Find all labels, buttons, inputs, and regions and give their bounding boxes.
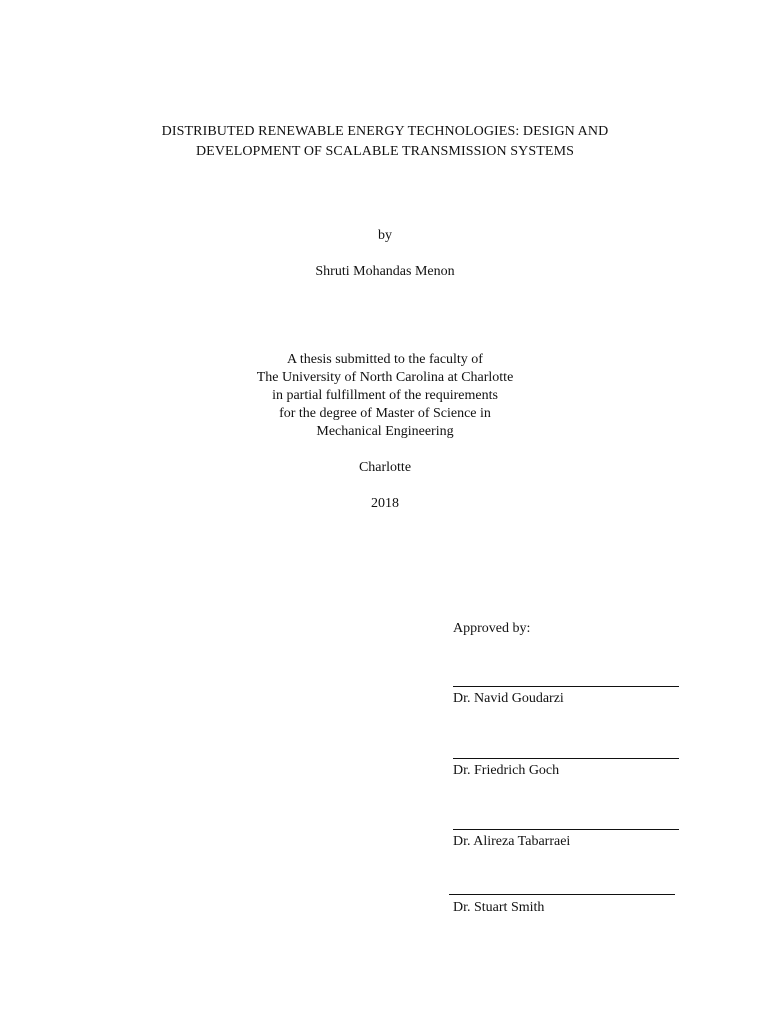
thesis-title-line-2: DEVELOPMENT OF SCALABLE TRANSMISSION SYSTEMS: [195, 144, 575, 159]
statement-line-3: in partial fulfillment of the requirements: [272, 388, 498, 403]
statement-line-1: A thesis submitted to the faculty of: [287, 352, 483, 367]
signature-line: [453, 829, 679, 830]
committee-member-name: Dr. Stuart Smith: [453, 900, 545, 915]
committee-member-name: Dr. Navid Goudarzi: [453, 691, 564, 706]
statement-line-2: The University of North Carolina at Charlotte: [256, 370, 514, 385]
year: 2018: [371, 496, 399, 511]
committee-member-name: Dr. Alireza Tabarraei: [453, 834, 571, 849]
statement-line-4: for the degree of Master of Science in: [279, 406, 491, 421]
signature-line: [449, 894, 675, 895]
thesis-title-line-1: DISTRIBUTED RENEWABLE ENERGY TECHNOLOGIES: DESIGN AND: [161, 124, 609, 139]
approved-by-label: Approved by:: [453, 621, 531, 636]
place: Charlotte: [358, 460, 412, 475]
statement-line-5: Mechanical Engineering: [316, 424, 454, 439]
by-label: by: [378, 228, 392, 243]
signature-line: [453, 686, 679, 687]
author-name: Shruti Mohandas Menon: [315, 264, 455, 279]
signature-line: [453, 758, 679, 759]
committee-member-name: Dr. Friedrich Goch: [453, 763, 560, 778]
